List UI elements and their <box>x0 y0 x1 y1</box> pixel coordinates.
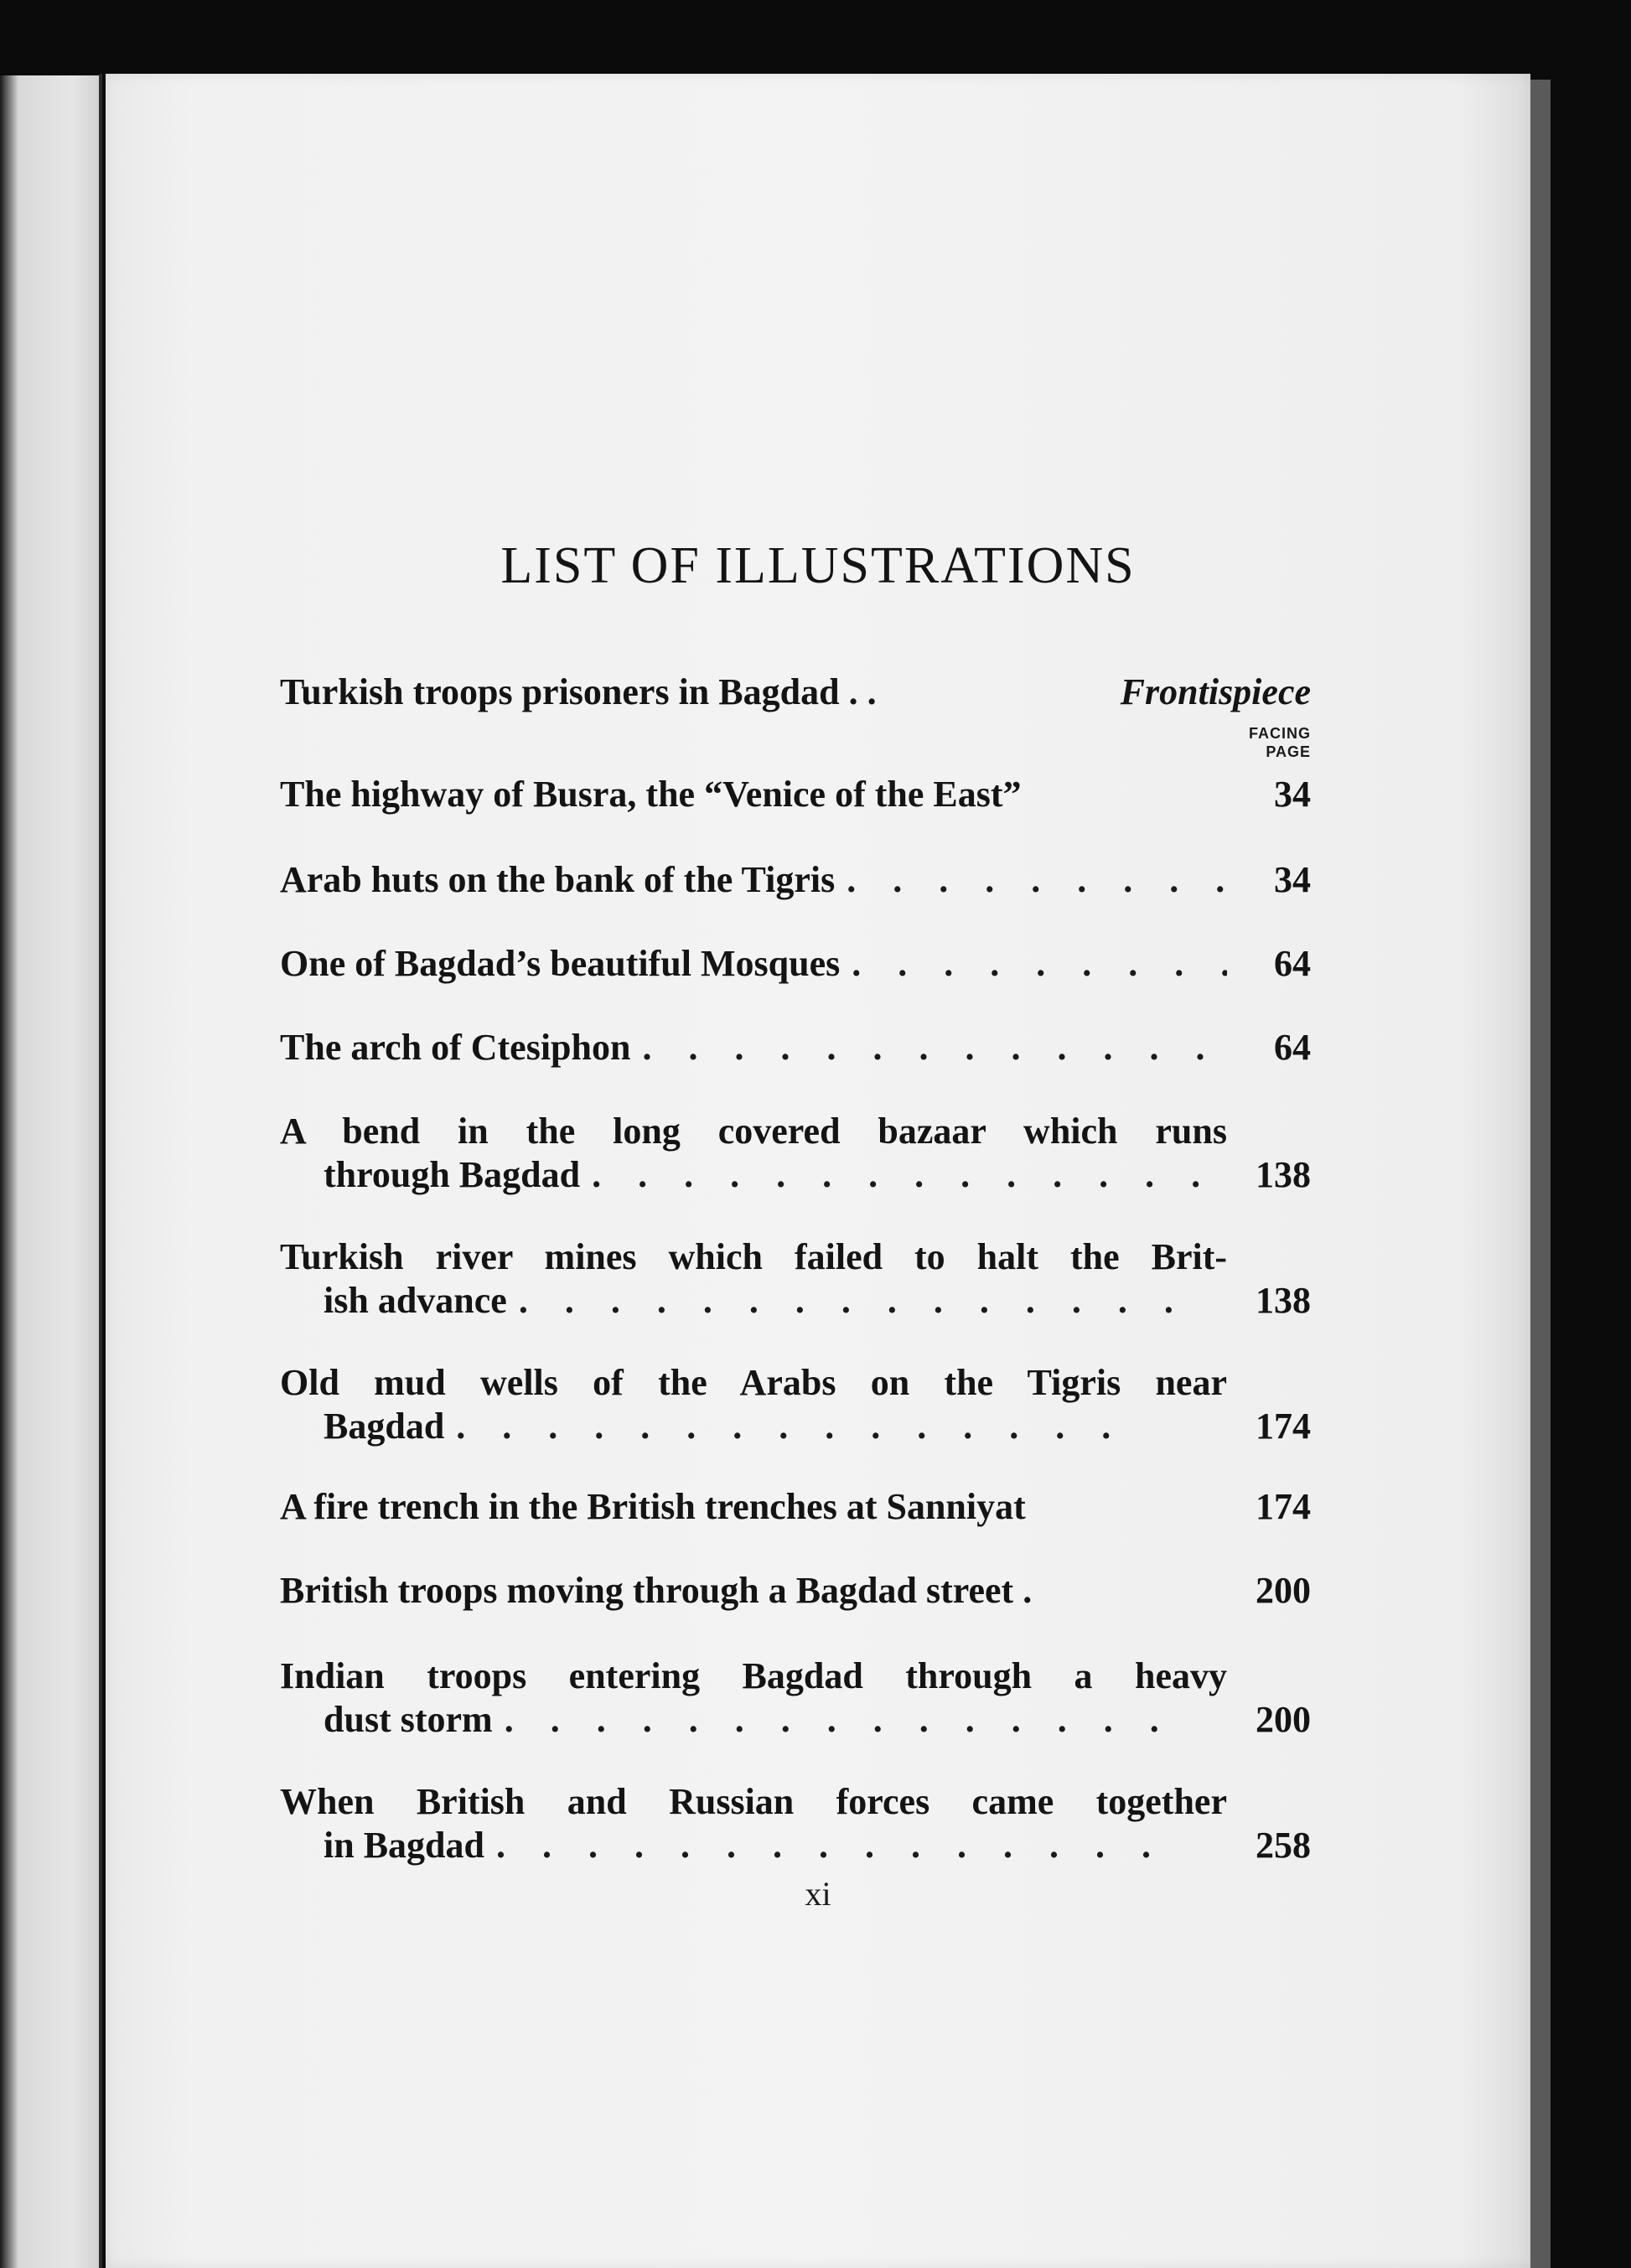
left-page-edge <box>0 75 102 2268</box>
entry-caption: The arch of Ctesiphon <box>280 1027 631 1068</box>
page-number: 34 <box>1274 774 1311 815</box>
dot-leader <box>484 1824 1227 1867</box>
page-title: LIST OF ILLUSTRATIONS <box>500 537 1136 594</box>
entry-caption: British troops moving through a Bagdad street . <box>280 1570 1033 1611</box>
entry-caption: Turkish troops prisoners in Bagdad . . <box>280 671 877 712</box>
page-number: 174 <box>1256 1406 1311 1447</box>
list-item <box>280 942 1311 986</box>
entry-caption-continued: ish advance <box>324 1280 507 1321</box>
dot-leader <box>580 1153 1227 1196</box>
entry-caption: One of Bagdad’s beautiful Mosques <box>280 943 841 984</box>
book-gutter <box>99 74 102 2268</box>
list-item <box>280 1780 1311 1867</box>
dot-leader <box>840 942 1227 985</box>
dot-leader <box>630 1026 1227 1069</box>
page-number: 258 <box>1256 1825 1311 1866</box>
dot-leader <box>835 858 1227 901</box>
entry-caption: A bend in the long covered bazaar which runs <box>280 1111 1227 1152</box>
list-item <box>280 1654 1311 1742</box>
entry-caption: Old mud wells of the Arabs on the Tigris near <box>280 1362 1227 1403</box>
page-number: 64 <box>1274 1027 1311 1068</box>
dot-leader <box>444 1405 1227 1447</box>
entry-caption-continued: Bagdad <box>324 1406 445 1447</box>
list-item <box>280 1569 1311 1613</box>
page-number: 138 <box>1256 1154 1311 1195</box>
page-folio: xi <box>805 1875 831 1913</box>
list-item <box>280 1485 1311 1529</box>
list-item <box>280 858 1311 902</box>
list-item <box>280 1026 1311 1069</box>
entry-caption-continued: through Bagdad <box>324 1154 581 1195</box>
page-number: 174 <box>1256 1486 1311 1527</box>
facing-page-label <box>1183 724 1311 761</box>
page-number: 64 <box>1274 943 1311 984</box>
page-number: 138 <box>1256 1280 1311 1321</box>
facing-label-line: FACING <box>1248 725 1311 742</box>
entry-caption-continued: in Bagdad <box>324 1825 484 1866</box>
list-item <box>280 1361 1311 1448</box>
dot-leader <box>493 1698 1227 1741</box>
page-number: 34 <box>1274 859 1311 900</box>
page-number: 200 <box>1256 1699 1311 1740</box>
entry-caption: Turkish river mines which failed to halt the Brit- <box>280 1236 1227 1277</box>
list-item <box>280 1110 1311 1197</box>
list-item <box>280 773 1311 816</box>
entry-caption: When British and Russian forces came together <box>280 1781 1227 1822</box>
facing-label-line: PAGE <box>1266 743 1311 760</box>
entry-caption-continued: dust storm <box>324 1699 493 1740</box>
entry-caption: The highway of Busra, the “Venice of the East” <box>280 774 1022 815</box>
page-right-edge <box>1530 80 1551 2268</box>
page-number: 200 <box>1256 1570 1311 1611</box>
entry-caption: Arab huts on the bank of the Tigris <box>280 859 836 900</box>
entry-caption: Indian troops entering Bagdad through a heavy <box>280 1655 1227 1696</box>
frontispiece-label: Frontispiece <box>1120 671 1311 712</box>
dot-leader <box>507 1279 1227 1322</box>
list-item <box>280 1235 1311 1323</box>
entry-caption: A fire trench in the British trenches at Sanniyat <box>280 1486 1026 1527</box>
list-item-frontispiece <box>280 671 1311 714</box>
